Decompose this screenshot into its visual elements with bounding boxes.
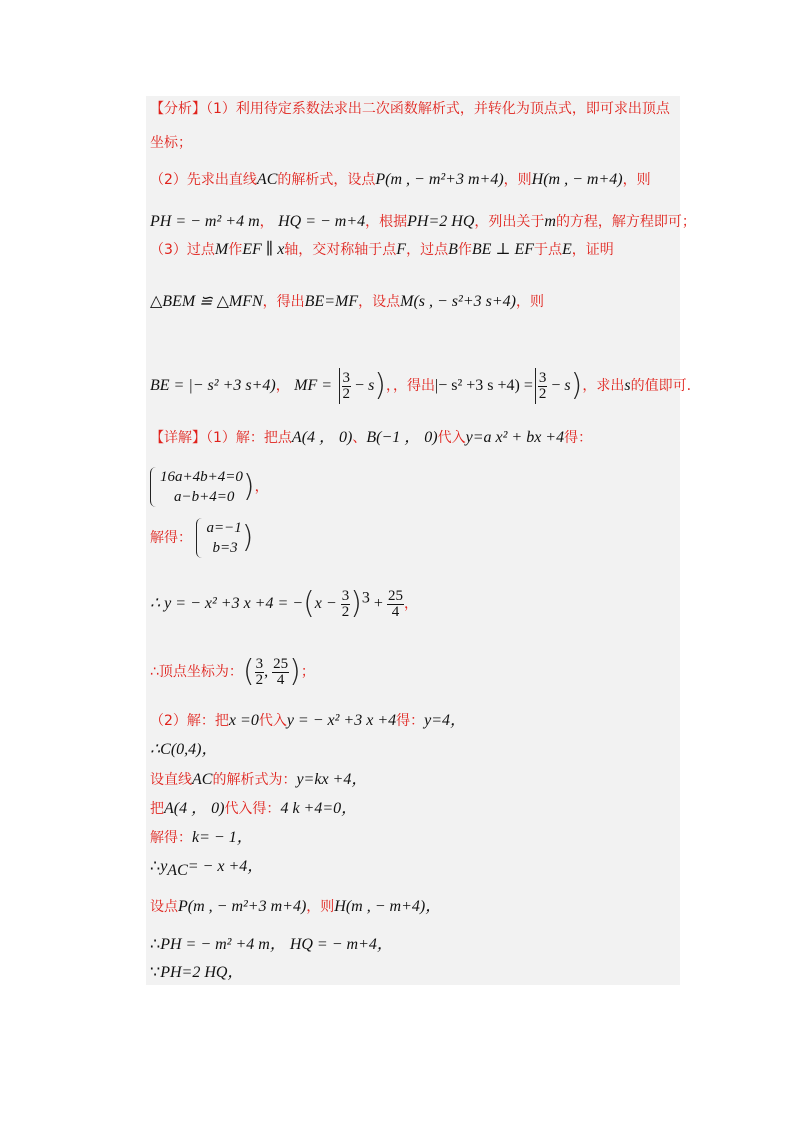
analysis-line-2: 坐标； xyxy=(150,135,192,151)
part2-line-3: 设直线AC的解析式为：y=kx +4， xyxy=(150,771,368,788)
detail-tag: 【详解】 xyxy=(150,430,206,446)
solution-system-2: 解得： a=−1 b=3 ) xyxy=(150,520,254,556)
part2-line-8: ∴PH = − m² +4 m， HQ = − m+4， xyxy=(150,936,393,953)
part2-line-2: ∴C(0,4)， xyxy=(150,741,218,758)
part2-line-5: 解得：k= − 1， xyxy=(150,829,253,846)
vertex-form-line: ∴ y = − x² +3 x +4 = −(x − $\frac{3}{2}$ )$^3$ + $\frac{25}{4}$ ， xyxy=(150,586,418,621)
analysis-line-5: （3）过点M作EF ∥ x轴，交对称轴于点F，过点B作BE ⊥ EF于点E，证明 xyxy=(150,241,614,258)
vertex-coordinate-line: ∴顶点坐标为：( $\frac{3}{2}$ , $\frac{25}{4}$ )； xyxy=(150,654,315,689)
analysis-line-4: PH = − m² +4 m， HQ = − m+4，根据PH=2 HQ，列出关于m的方程，解方程即可； xyxy=(150,213,696,230)
analysis-line-3: （2）先求出直线AC的解析式，设点P(m , − m²+3 m+4)，则H(m , − m+4)，则 xyxy=(150,171,651,188)
fraction-3-2: $\frac{3}{2}$ xyxy=(342,369,351,402)
part2-line-1: （2）解：把x =0代入y = − x² +3 x +4得：y=4， xyxy=(150,712,467,729)
part2-line-6: $\therefore y_{AC}= - x +4$， xyxy=(150,858,264,879)
equation-system-1: 16a+4b+4=0 a−b+4=0 )， xyxy=(150,467,269,507)
analysis-tag: 【分析】 xyxy=(150,101,206,117)
detail-line-1: 【详解】（1）解：把点A(4 ， 0)、B(−1 ， 0)代入y=a x² + bx +4得： xyxy=(150,429,593,446)
analysis-line-7: BE = |− s² +3 s+4)， MF = $\frac{3}{2}$ − s)，，得出|− s² +3 s +4) = $\frac{3}{2}$ − s)，求出s的值即可. xyxy=(150,368,692,403)
part2-line-9: ∵PH=2 HQ， xyxy=(150,964,244,981)
part2-line-7: 设点P(m , − m²+3 m+4)，则H(m , − m+4)， xyxy=(150,898,442,915)
fraction-3-2b: $\frac{3}{2}$ xyxy=(538,369,547,402)
analysis-line-1: 【分析】（1）利用待定系数法求出二次函数解析式，并转化为顶点式，即可求出顶点 xyxy=(150,101,670,117)
analysis-line-6: △BEM ≌ △MFN，得出BE=MF，设点M(s , − s²+3 s+4)，则 xyxy=(150,293,544,310)
part2-line-4: 把A(4 ， 0)代入得：4 k +4=0， xyxy=(150,800,358,817)
